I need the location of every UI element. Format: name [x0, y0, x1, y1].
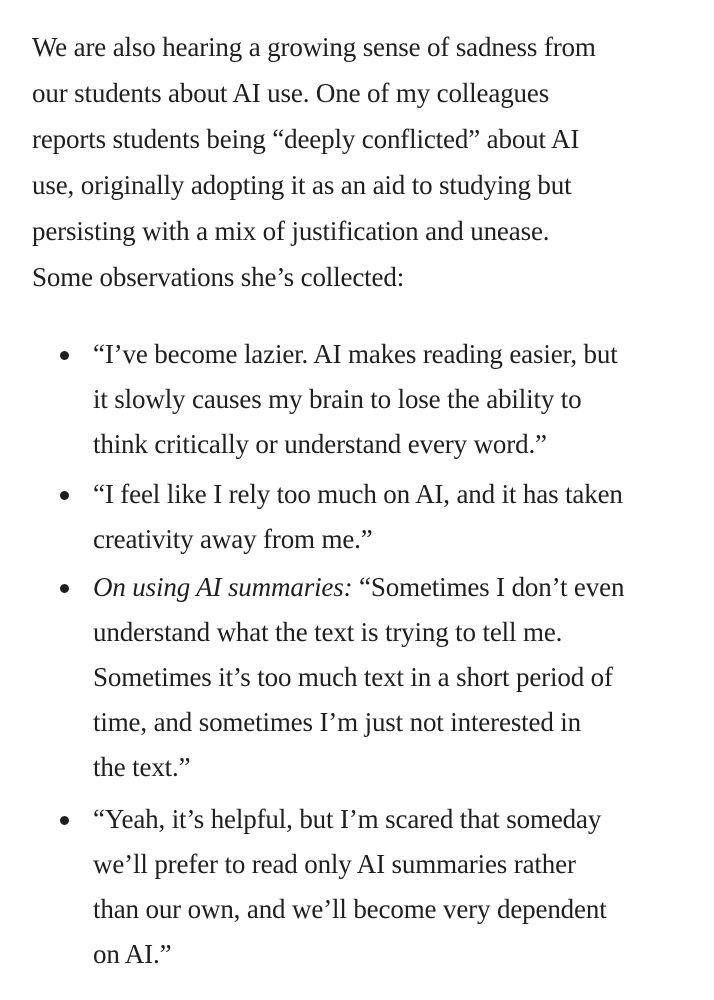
bullet-icon	[60, 584, 69, 593]
bullet-icon	[60, 816, 69, 825]
quote-line: than our own, and we’ll become very dependent	[93, 894, 607, 924]
quote-text	[93, 565, 624, 790]
quote-line: understand what the text is trying to tell me.	[93, 617, 563, 647]
quote-line: think critically or understand every word.”	[93, 429, 547, 459]
quote-line-rest: “Sometimes I don’t even	[352, 572, 625, 602]
quote-line: “Yeah, it’s helpful, but I’m scared that someday	[93, 804, 602, 834]
quote-line	[93, 565, 624, 610]
quote-line: we’ll prefer to read only AI summaries rather	[93, 849, 576, 879]
article-body	[32, 24, 702, 969]
quote-line: it slowly causes my brain to lose the ability to	[93, 384, 582, 414]
quote-line: Sometimes it’s too much text in a short period of	[93, 662, 613, 692]
intro-line: Some observations she’s collected:	[32, 262, 405, 292]
quote-line: the text.”	[93, 752, 191, 782]
intro-line: use, originally adopting it as an aid to studying but	[32, 170, 572, 200]
quote-line: “I’ve become lazier. AI makes reading easier, but	[93, 339, 618, 369]
intro-line: persisting with a mix of justification and unease.	[32, 216, 550, 246]
quote-line: time, and sometimes I’m just not interested in	[93, 707, 582, 737]
intro-line: our students about AI use. One of my colleagues	[32, 78, 550, 108]
intro-line: reports students being “deeply conflicted” about AI	[32, 124, 580, 154]
quote-line: “I feel like I rely too much on AI, and it has taken	[93, 479, 623, 509]
intro-paragraph	[32, 24, 702, 300]
quote-line: on AI.”	[93, 939, 172, 969]
bullet-icon	[60, 351, 69, 360]
quote-text	[93, 332, 618, 467]
quote-lead: On using AI summaries:	[93, 572, 353, 602]
quote-text	[93, 472, 623, 562]
quote-line: creativity away from me.”	[93, 524, 373, 554]
quote-text	[93, 797, 607, 977]
intro-line: We are also hearing a growing sense of sadness from	[32, 32, 596, 62]
bullet-icon	[60, 491, 69, 500]
